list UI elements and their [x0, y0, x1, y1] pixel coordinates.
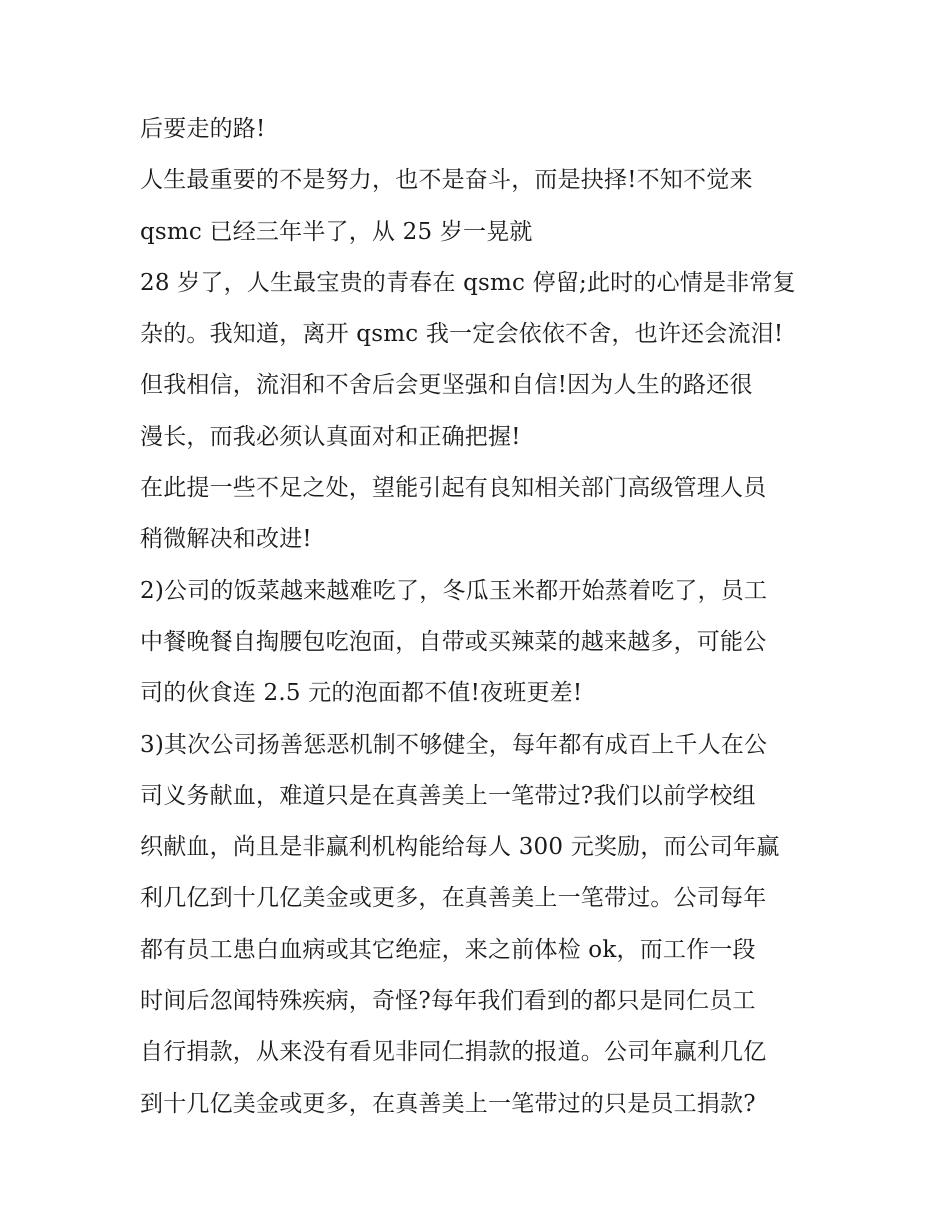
text-line: 28 岁了，人生最宝贵的青春在 qsmc 停留;此时的心情是非常复 — [140, 269, 796, 296]
text-line: 2)公司的饭菜越来越难吃了，冬瓜玉米都开始蒸着吃了，员工 — [140, 577, 768, 604]
text-line: 都有员工患白血病或其它绝症，来之前体检 ok，而工作一段 — [140, 936, 756, 963]
text-line: 漫长，而我必须认真面对和正确把握! — [140, 423, 521, 450]
text-line: 人生最重要的不是努力，也不是奋斗，而是抉择!不知不觉来 — [140, 167, 753, 194]
text-line: 司义务献血，难道只是在真善美上一笔带过?我们以前学校组 — [140, 782, 756, 809]
text-line: 自行捐款，从来没有看见非同仁捐款的报道。公司年赢利几亿 — [140, 1039, 767, 1066]
text-line: 但我相信，流泪和不舍后会更坚强和自信!因为人生的路还很 — [140, 372, 753, 399]
text-line: 在此提一些不足之处，望能引起有良知相关部门高级管理人员 — [140, 475, 767, 502]
text-line: 3)其次公司扬善惩恶机制不够健全，每年都有成百上千人在公 — [140, 731, 768, 758]
text-line: 中餐晚餐自掏腰包吃泡面，自带或买辣菜的越来越多，可能公 — [140, 628, 767, 655]
text-line: 织献血，尚且是非赢利机构能给每人 300 元奖励，而公司年赢 — [140, 834, 780, 861]
text-line: qsmc 已经三年半了，从 25 岁一晃就 — [140, 218, 533, 245]
text-line: 到十几亿美金或更多，在真善美上一笔带过的只是员工捐款? — [140, 1090, 756, 1117]
text-line: 利几亿到十几亿美金或更多，在真善美上一笔带过。公司每年 — [140, 885, 767, 912]
text-line: 后要走的路! — [140, 116, 266, 142]
text-line: 杂的。我知道，离开 qsmc 我一定会依依不舍，也许还会流泪! — [140, 321, 784, 348]
document-body — [140, 104, 815, 1130]
text-line: 稍微解决和改进! — [140, 526, 312, 553]
text-line: 司的伙食连 2.5 元的泡面都不值!夜班更差! — [140, 680, 583, 707]
text-line: 时间后忽闻特殊疾病，奇怪?每年我们看到的都只是同仁员工 — [140, 988, 756, 1015]
